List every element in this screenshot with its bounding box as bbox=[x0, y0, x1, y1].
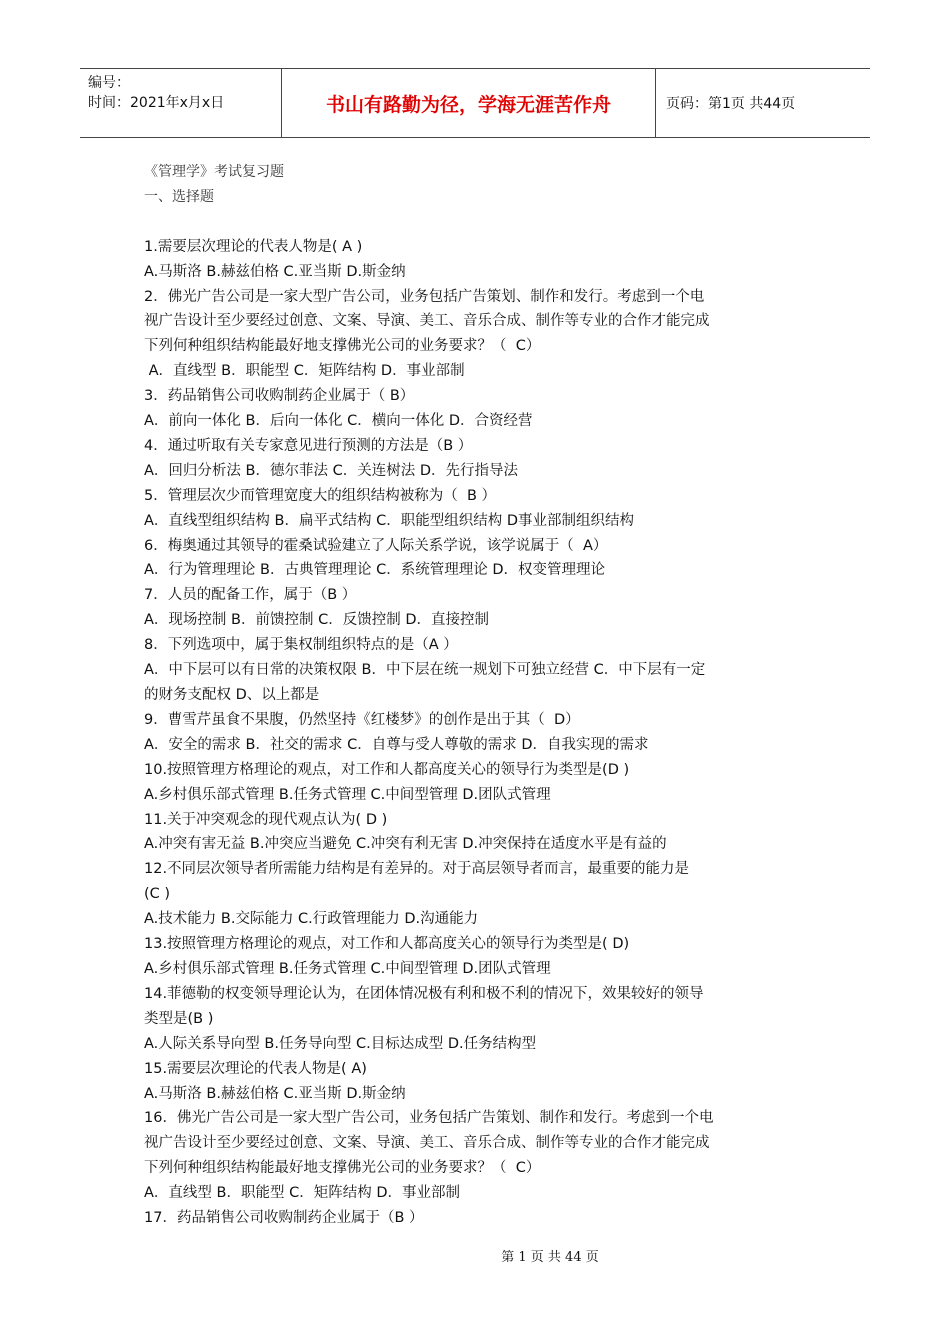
text-line: 3．药品销售公司收购制药企业属于（ B） bbox=[144, 388, 415, 405]
text-line: 类型是(B ) bbox=[144, 1010, 214, 1027]
text-line: 1.需要层次理论的代表人物是( A ) bbox=[144, 238, 363, 255]
text-line: 9．曹雪芹虽食不果腹，仍然坚持《红楼梦》的创作是出于其（ D） bbox=[144, 711, 580, 728]
page-header bbox=[80, 68, 870, 138]
text-line: A.冲突有害无益 B.冲突应当避免 C.冲突有利无害 D.冲突保持在适度水平是有益的 bbox=[144, 836, 667, 853]
text-line: 视广告设计至少要经过创意、文案、导演、美工、音乐合成、制作等专业的合作才能完成 bbox=[144, 313, 710, 330]
text-line: A．安全的需求 B．社交的需求 C．自尊与受人尊敬的需求 D．自我实现的需求 bbox=[144, 736, 649, 753]
page-footer bbox=[0, 1246, 950, 1265]
text-line: (C ) bbox=[144, 886, 171, 903]
text-line: 13.按照管理方格理论的观点，对工作和人都高度关心的领导行为类型是( D) bbox=[144, 936, 630, 953]
text-line: 的财务支配权 D、以上都是 bbox=[144, 687, 320, 704]
blank-line bbox=[144, 210, 810, 235]
text-line: A．中下层可以有日常的决策权限 B．中下层在统一规划下可独立经营 C．中下层有一定 bbox=[144, 662, 706, 679]
text-line: 2．佛光广告公司是一家大型广告公司，业务包括广告策划、制作和发行。考虑到一个电 bbox=[144, 288, 705, 305]
text-line: 11.关于冲突观念的现代观点认为( D ) bbox=[144, 811, 388, 828]
header-left-cell bbox=[80, 69, 282, 137]
text-line: 视广告设计至少要经过创意、文案、导演、美工、音乐合成、制作等专业的合作才能完成 bbox=[144, 1135, 710, 1152]
motto: 书山有路勤为径，学海无涯苦作舟 bbox=[282, 69, 656, 137]
document-body bbox=[144, 160, 810, 1231]
text-line: A．直线型组织结构 B．扁平式结构 C．职能型组织结构 D事业部制组织结构 bbox=[144, 512, 634, 529]
question-list bbox=[144, 235, 810, 1231]
text-line: A．前向一体化 B．后向一体化 C．横向一体化 D．合资经营 bbox=[144, 413, 533, 430]
text-line: A．现场控制 B．前馈控制 C．反馈控制 D．直接控制 bbox=[144, 612, 489, 629]
number-label: 编号： bbox=[88, 75, 130, 91]
footer-page-number: 第 1 页 共 44 页 bbox=[501, 1250, 599, 1265]
text-line: A．直线型 B．职能型 C．矩阵结构 D．事业部制 bbox=[144, 363, 465, 380]
doc-title: 《管理学》考试复习题 bbox=[144, 164, 284, 180]
text-line: A．直线型 B．职能型 C．矩阵结构 D．事业部制 bbox=[144, 1185, 460, 1202]
text-line: 15.需要层次理论的代表人物是( A) bbox=[144, 1060, 367, 1077]
text-line: 17．药品销售公司收购制药企业属于（B ） bbox=[144, 1210, 424, 1227]
text-line: 8．下列选项中，属于集权制组织特点的是（A ） bbox=[144, 637, 458, 654]
text-line: 14.菲德勒的权变领导理论认为，在团体情况极有利和极不利的情况下，效果较好的领导 bbox=[144, 985, 704, 1002]
text-line: 10.按照管理方格理论的观点，对工作和人都高度关心的领导行为类型是(D ) bbox=[144, 761, 630, 778]
text-line: 下列何种组织结构能最好地支撑佛光公司的业务要求？（ C） bbox=[144, 1160, 541, 1177]
text-line: 4．通过听取有关专家意见进行预测的方法是（B ） bbox=[144, 437, 473, 454]
text-line: A．回归分析法 B．德尔菲法 C．关连树法 D．先行指导法 bbox=[144, 462, 518, 479]
text-line: 12.不同层次领导者所需能力结构是有差异的。对于高层领导者而言，最重要的能力是 bbox=[144, 861, 690, 878]
page-info: 页码：第1页 共44页 bbox=[666, 96, 796, 112]
text-line: A.人际关系导向型 B.任务导向型 C.目标达成型 D.任务结构型 bbox=[144, 1035, 537, 1052]
text-line: A．行为管理理论 B．古典管理理论 C．系统管理理论 D．权变管理理论 bbox=[144, 562, 605, 579]
text-line: A.马斯洛 B.赫兹伯格 C.亚当斯 D.斯金纳 bbox=[144, 263, 406, 280]
time-label: 时间：2021年x月x日 bbox=[88, 95, 225, 111]
text-line: A.技术能力 B.交际能力 C.行政管理能力 D.沟通能力 bbox=[144, 911, 479, 928]
text-line: 7．人员的配备工作，属于（B ） bbox=[144, 587, 357, 604]
text-line: 6．梅奥通过其领导的霍桑试验建立了人际关系学说，该学说属于（ A） bbox=[144, 537, 608, 554]
text-line: A.乡村俱乐部式管理 B.任务式管理 C.中间型管理 D.团队式管理 bbox=[144, 960, 551, 977]
text-line: 5．管理层次少而管理宽度大的组织结构被称为（ B ） bbox=[144, 487, 496, 504]
text-line: 下列何种组织结构能最好地支撑佛光公司的业务要求？（ C） bbox=[144, 338, 541, 355]
text-line: 16．佛光广告公司是一家大型广告公司，业务包括广告策划、制作和发行。考虑到一个电 bbox=[144, 1110, 714, 1127]
text-line: A.马斯洛 B.赫兹伯格 C.亚当斯 D.斯金纳 bbox=[144, 1085, 406, 1102]
section-heading: 一、选择题 bbox=[144, 188, 214, 205]
text-line: A.乡村俱乐部式管理 B.任务式管理 C.中间型管理 D.团队式管理 bbox=[144, 786, 551, 803]
